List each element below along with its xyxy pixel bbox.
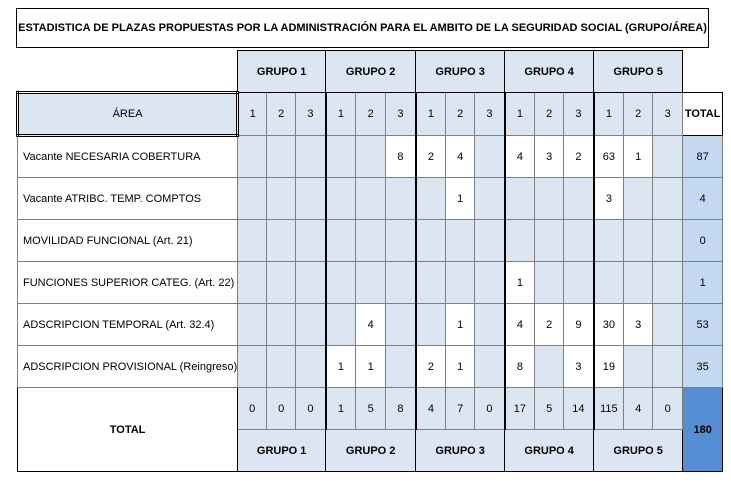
table-cell: 1 bbox=[326, 346, 356, 388]
table-cell: 1 bbox=[505, 262, 535, 304]
column-total: 4 bbox=[416, 388, 446, 430]
table-cell bbox=[653, 346, 683, 388]
row-label: Vacante ATRIBC. TEMP. COMPTOS bbox=[18, 178, 238, 220]
column-total: 8 bbox=[386, 388, 416, 430]
table-cell: 3 bbox=[594, 178, 624, 220]
table-cell bbox=[416, 220, 446, 262]
table-cell bbox=[296, 220, 326, 262]
row-total: 0 bbox=[683, 220, 723, 262]
column-total: 0 bbox=[238, 388, 267, 430]
table-cell: 8 bbox=[505, 346, 535, 388]
table-cell bbox=[505, 178, 535, 220]
table-cell bbox=[653, 136, 683, 178]
table-cell: 3 bbox=[624, 304, 653, 346]
table-cell bbox=[564, 262, 594, 304]
table-cell bbox=[267, 220, 296, 262]
sub-column-header: 1 bbox=[416, 93, 446, 136]
table-cell bbox=[296, 178, 326, 220]
table-cell bbox=[238, 346, 267, 388]
sub-column-header: 3 bbox=[296, 93, 326, 136]
table-cell bbox=[386, 262, 416, 304]
table-cell: 63 bbox=[594, 136, 624, 178]
table-cell bbox=[296, 304, 326, 346]
row-label: MOVILIDAD FUNCIONAL (Art. 21) bbox=[18, 220, 238, 262]
table-cell: 4 bbox=[505, 304, 535, 346]
total-header: TOTAL bbox=[683, 93, 723, 136]
table-cell bbox=[238, 262, 267, 304]
sub-column-header: 2 bbox=[356, 93, 386, 136]
column-total: 0 bbox=[296, 388, 326, 430]
table-cell bbox=[475, 136, 505, 178]
table-cell bbox=[624, 220, 653, 262]
table-cell bbox=[238, 220, 267, 262]
grand-total: 180 bbox=[683, 388, 723, 472]
table-cell: 3 bbox=[535, 136, 564, 178]
table-cell bbox=[296, 136, 326, 178]
sub-column-header: 2 bbox=[267, 93, 296, 136]
column-total: 0 bbox=[267, 388, 296, 430]
group-footer-4: GRUPO 4 bbox=[505, 430, 594, 472]
stats-table bbox=[16, 50, 723, 472]
table-cell bbox=[475, 346, 505, 388]
table-cell bbox=[446, 262, 475, 304]
row-label: FUNCIONES SUPERIOR CATEG. (Art. 22) bbox=[18, 262, 238, 304]
table-cell bbox=[475, 220, 505, 262]
sub-column-header: 3 bbox=[653, 93, 683, 136]
group-footer-3: GRUPO 3 bbox=[416, 430, 505, 472]
table-cell bbox=[238, 178, 267, 220]
table-cell bbox=[564, 178, 594, 220]
table-cell bbox=[505, 220, 535, 262]
table-cell bbox=[326, 136, 356, 178]
row-total: 87 bbox=[683, 136, 723, 178]
table-cell bbox=[356, 220, 386, 262]
table-cell bbox=[535, 178, 564, 220]
sub-column-header: 1 bbox=[238, 93, 267, 136]
table-cell bbox=[446, 220, 475, 262]
table-cell: 1 bbox=[446, 346, 475, 388]
table-cell bbox=[416, 304, 446, 346]
table-cell bbox=[267, 136, 296, 178]
row-total: 53 bbox=[683, 304, 723, 346]
table-cell bbox=[475, 304, 505, 346]
totals-label: TOTAL bbox=[18, 388, 238, 472]
area-header: ÁREA bbox=[18, 93, 238, 136]
group-header-4: GRUPO 4 bbox=[505, 51, 594, 93]
sub-column-header: 1 bbox=[505, 93, 535, 136]
table-cell: 30 bbox=[594, 304, 624, 346]
table-cell bbox=[267, 178, 296, 220]
sub-column-header: 3 bbox=[564, 93, 594, 136]
table-cell: 2 bbox=[416, 346, 446, 388]
table-cell bbox=[535, 220, 564, 262]
table-cell bbox=[416, 178, 446, 220]
table-cell: 8 bbox=[386, 136, 416, 178]
table-cell bbox=[386, 178, 416, 220]
table-cell bbox=[238, 304, 267, 346]
table-cell bbox=[356, 262, 386, 304]
table-cell bbox=[624, 262, 653, 304]
column-total: 14 bbox=[564, 388, 594, 430]
column-total: 17 bbox=[505, 388, 535, 430]
table-cell bbox=[653, 262, 683, 304]
sub-column-header: 3 bbox=[475, 93, 505, 136]
row-label: Vacante NECESARIA COBERTURA bbox=[18, 136, 238, 178]
row-label: ADSCRIPCION PROVISIONAL (Reingreso) bbox=[18, 346, 238, 388]
table-cell: 1 bbox=[624, 136, 653, 178]
table-cell bbox=[653, 304, 683, 346]
table-cell bbox=[267, 304, 296, 346]
table-cell: 19 bbox=[594, 346, 624, 388]
table-cell bbox=[594, 220, 624, 262]
table-cell bbox=[356, 178, 386, 220]
table-cell bbox=[238, 136, 267, 178]
sub-column-header: 3 bbox=[386, 93, 416, 136]
table-cell bbox=[386, 220, 416, 262]
table-cell bbox=[326, 220, 356, 262]
column-total: 5 bbox=[356, 388, 386, 430]
column-total: 4 bbox=[624, 388, 653, 430]
table-cell bbox=[535, 346, 564, 388]
table-cell: 2 bbox=[535, 304, 564, 346]
column-total: 115 bbox=[594, 388, 624, 430]
table-cell: 1 bbox=[446, 178, 475, 220]
table-cell: 4 bbox=[356, 304, 386, 346]
table-cell bbox=[624, 346, 653, 388]
table-cell bbox=[356, 136, 386, 178]
table-cell: 2 bbox=[564, 136, 594, 178]
row-total: 4 bbox=[683, 178, 723, 220]
table-cell bbox=[475, 178, 505, 220]
table-row bbox=[18, 346, 723, 388]
table-cell: 1 bbox=[356, 346, 386, 388]
column-total: 5 bbox=[535, 388, 564, 430]
table-cell bbox=[296, 262, 326, 304]
table-cell: 1 bbox=[446, 304, 475, 346]
table-cell bbox=[653, 220, 683, 262]
group-header-3: GRUPO 3 bbox=[416, 51, 505, 93]
table-cell bbox=[267, 262, 296, 304]
column-total: 0 bbox=[475, 388, 505, 430]
blank-cell bbox=[18, 51, 238, 93]
blank-cell bbox=[683, 51, 723, 93]
column-total: 7 bbox=[446, 388, 475, 430]
group-header-1: GRUPO 1 bbox=[238, 51, 326, 93]
table-cell bbox=[326, 262, 356, 304]
table-cell bbox=[386, 304, 416, 346]
column-total: 1 bbox=[326, 388, 356, 430]
row-total: 1 bbox=[683, 262, 723, 304]
group-footer-1: GRUPO 1 bbox=[238, 430, 326, 472]
table-cell bbox=[475, 262, 505, 304]
group-header-2: GRUPO 2 bbox=[326, 51, 416, 93]
table-cell bbox=[296, 346, 326, 388]
row-total: 35 bbox=[683, 346, 723, 388]
table-row bbox=[18, 304, 723, 346]
table-row bbox=[18, 262, 723, 304]
table-cell bbox=[267, 346, 296, 388]
sub-column-header: 1 bbox=[594, 93, 624, 136]
table-row bbox=[18, 178, 723, 220]
table-cell bbox=[326, 178, 356, 220]
column-total: 0 bbox=[653, 388, 683, 430]
group-footer-5: GRUPO 5 bbox=[594, 430, 683, 472]
table-cell bbox=[594, 262, 624, 304]
page-title: ESTADISTICA DE PLAZAS PROPUESTAS POR LA ADMINISTRACIÓN PARA EL AMBITO DE LA SEGURIDAD SOCIAL (GRUPO/ÁREA) bbox=[16, 8, 709, 48]
table-cell bbox=[653, 178, 683, 220]
sub-column-header: 1 bbox=[326, 93, 356, 136]
sub-column-header: 2 bbox=[446, 93, 475, 136]
group-header-5: GRUPO 5 bbox=[594, 51, 683, 93]
table-row bbox=[18, 220, 723, 262]
table-cell bbox=[624, 178, 653, 220]
table-cell: 2 bbox=[416, 136, 446, 178]
table-cell: 3 bbox=[564, 346, 594, 388]
table-row bbox=[18, 136, 723, 178]
table-cell bbox=[535, 262, 564, 304]
table-cell bbox=[416, 262, 446, 304]
row-label: ADSCRIPCION TEMPORAL (Art. 32.4) bbox=[18, 304, 238, 346]
sub-column-header: 2 bbox=[624, 93, 653, 136]
table-cell bbox=[386, 346, 416, 388]
table-cell: 4 bbox=[505, 136, 535, 178]
table-cell: 4 bbox=[446, 136, 475, 178]
table-cell: 9 bbox=[564, 304, 594, 346]
sub-column-header: 2 bbox=[535, 93, 564, 136]
table-cell bbox=[564, 220, 594, 262]
group-footer-2: GRUPO 2 bbox=[326, 430, 416, 472]
table-cell bbox=[326, 304, 356, 346]
